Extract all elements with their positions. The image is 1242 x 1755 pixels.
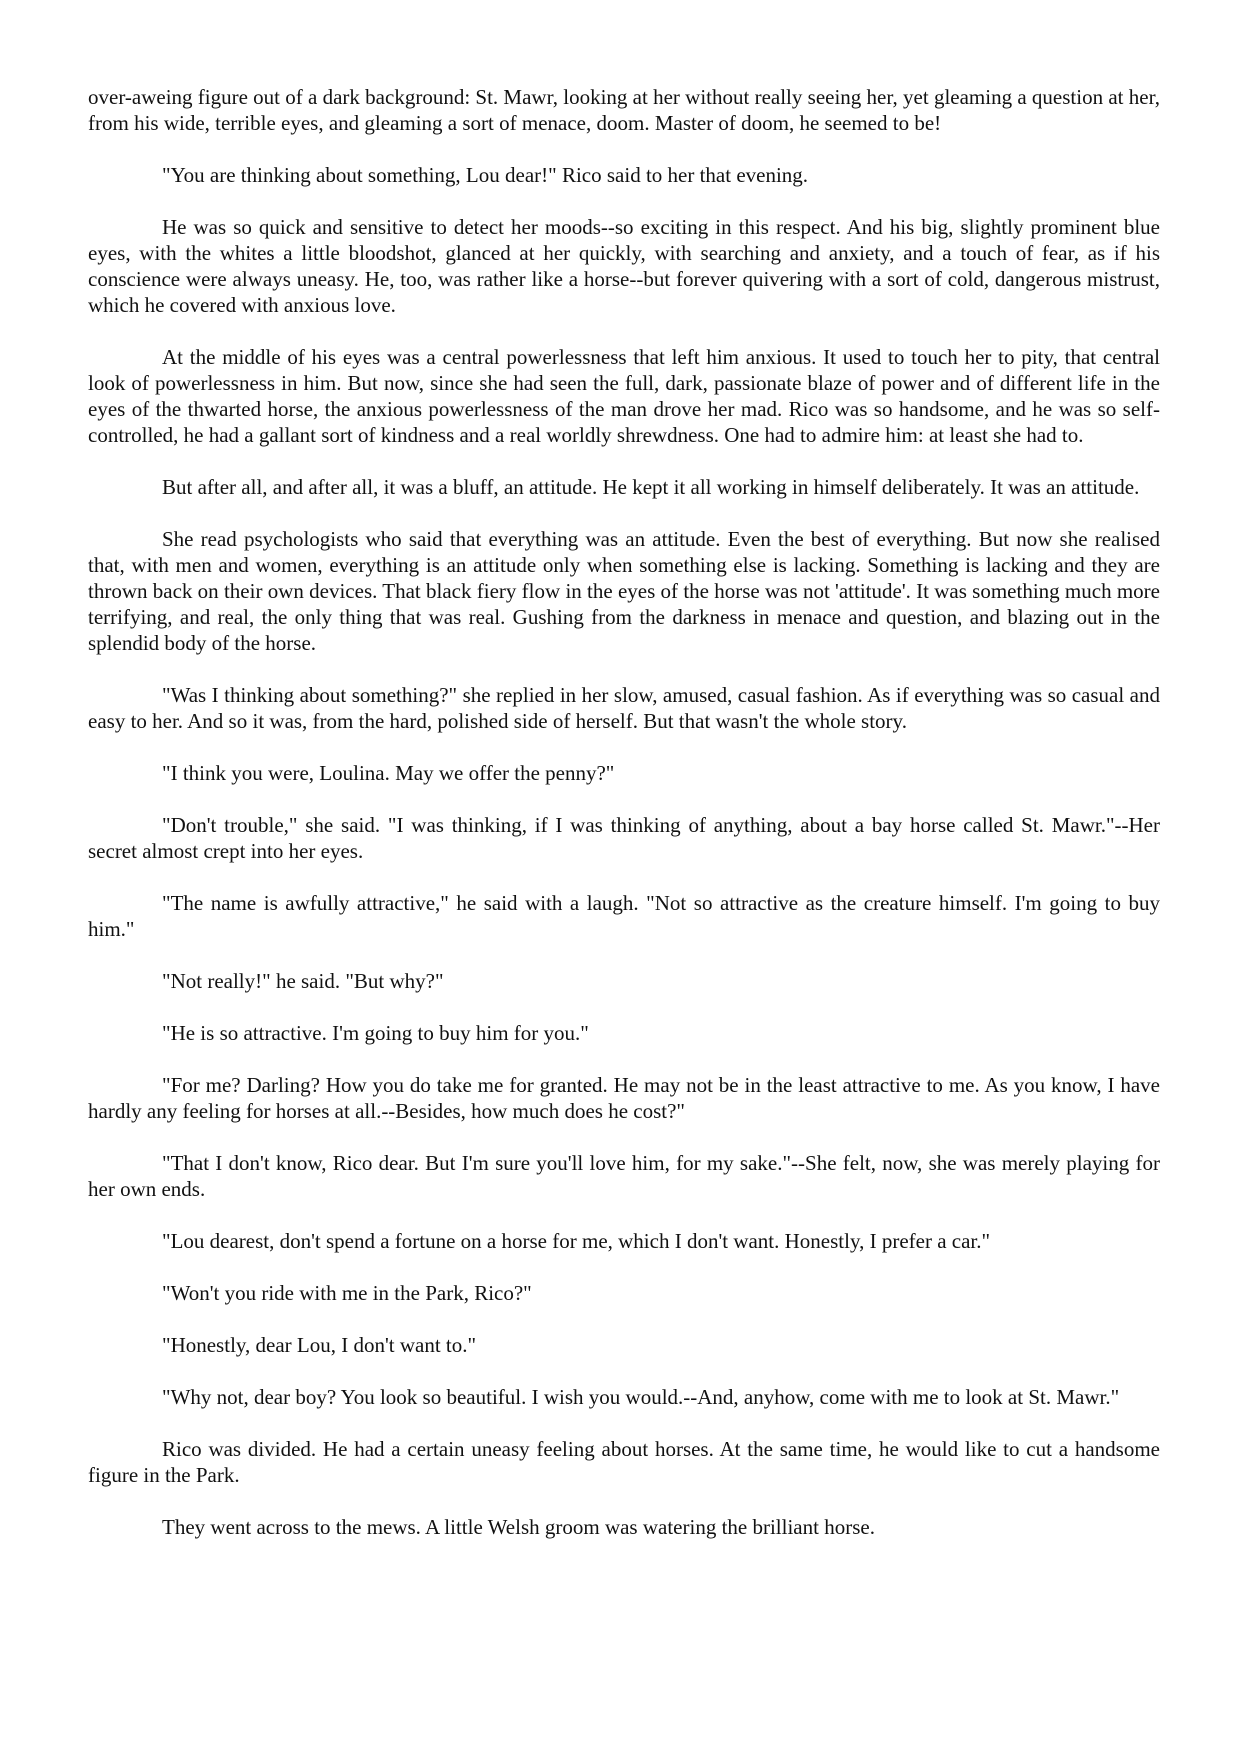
paragraph: At the middle of his eyes was a central powerlessness that left him anxious. It used to touch her to pity, that central look of powerlessness in him. But now, since she had seen the full, dark, passionate blaze of power and of different life in the eyes of the thwarted horse, the anxious powerlessness of the man drove her mad. Rico was so handsome, and he was so self-controlled, he had a gallant sort of kindness and a real worldly shrewdness. One had to admire him: at least she had to. [88,345,1160,447]
paragraph: "Why not, dear boy? You look so beautiful. I wish you would.--And, anyhow, come with me to look at St. Mawr." [162,1385,1120,1409]
paragraph: "Won't you ride with me in the Park, Rico?" [162,1281,532,1305]
paragraph: "Not really!" he said. "But why?" [162,969,444,993]
paragraph: "The name is awfully attractive," he said with a laugh. "Not so attractive as the creature himself. I'm going to buy him." [88,891,1160,941]
paragraph: "He is so attractive. I'm going to buy him for you." [162,1021,589,1045]
paragraph: But after all, and after all, it was a bluff, an attitude. He kept it all working in himself deliberately. It was an attitude. [162,475,1140,499]
paragraph: Rico was divided. He had a certain uneasy feeling about horses. At the same time, he would like to cut a handsome figure in the Park. [88,1437,1160,1487]
paragraph: "That I don't know, Rico dear. But I'm sure you'll love him, for my sake."--She felt, now, she was merely playing for her own ends. [88,1151,1160,1201]
paragraph: "Lou dearest, don't spend a fortune on a horse for me, which I don't want. Honestly, I prefer a car." [162,1229,991,1253]
document-page [88,84,1160,1566]
paragraph: "You are thinking about something, Lou dear!" Rico said to her that evening. [162,163,809,187]
paragraph: "Was I thinking about something?" she replied in her slow, amused, casual fashion. As if everything was so casual and easy to her. And so it was, from the hard, polished side of herself. But that wasn't the whole story. [88,683,1160,733]
paragraph: "For me? Darling? How you do take me for granted. He may not be in the least attractive to me. As you know, I have hardly any feeling for horses at all.--Besides, how much does he cost?" [88,1073,1160,1123]
paragraph: "Don't trouble," she said. "I was thinking, if I was thinking of anything, about a bay horse called St. Mawr."--Her secret almost crept into her eyes. [88,813,1160,863]
paragraph: "Honestly, dear Lou, I don't want to." [162,1333,477,1357]
paragraph: over-aweing figure out of a dark background: St. Mawr, looking at her without really seeing her, yet gleaming a question at her, from his wide, terrible eyes, and gleaming a sort of menace, doom. Master of doom, he seemed to be! [88,85,1160,135]
paragraph: He was so quick and sensitive to detect her moods--so exciting in this respect. And his big, slightly prominent blue eyes, with the whites a little bloodshot, glanced at her quickly, with searching and anxiety, and a touch of fear, as if his conscience were always uneasy. He, too, was rather like a horse--but forever quivering with a sort of cold, dangerous mistrust, which he covered with anxious love. [88,215,1160,317]
paragraph: They went across to the mews. A little Welsh groom was watering the brilliant horse. [162,1515,875,1539]
paragraph: "I think you were, Loulina. May we offer the penny?" [162,761,615,785]
paragraph: She read psychologists who said that everything was an attitude. Even the best of everything. But now she realised that, with men and women, everything is an attitude only when something else is lacking. Something is lacking and they are thrown back on their own devices. That black fiery flow in the eyes of the horse was not 'attitude'. It was something much more terrifying, and real, the only thing that was real. Gushing from the darkness in menace and question, and blazing out in the splendid body of the horse. [88,527,1160,655]
